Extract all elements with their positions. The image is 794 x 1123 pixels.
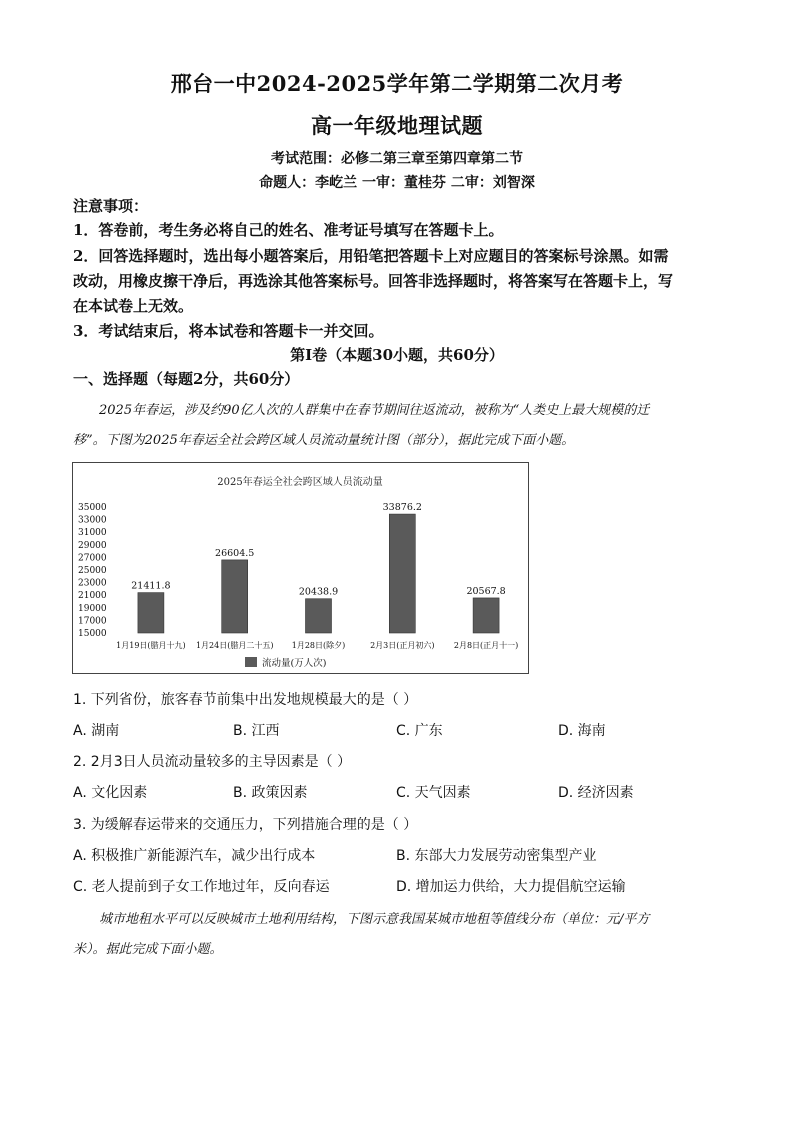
legend-swatch (245, 657, 257, 667)
x-category-label: 1月19日(腊月十九) (116, 641, 186, 650)
q3-option-c[interactable]: C. 老人提前到子女工作地过年，反向春运 (73, 879, 330, 895)
exam-authors: 命题人：李屹兰 一审：董桂芬 二审：刘智深 (259, 175, 535, 191)
bar (138, 593, 164, 633)
x-category-label: 1月24日(腊月二十五) (195, 641, 274, 650)
legend-label: 流动量(万人次) (262, 658, 327, 669)
volume-heading: 第Ⅰ卷（本题30小题，共60分） (290, 346, 504, 364)
flow-chart-svg (73, 463, 528, 673)
y-tick-label: 19000 (78, 603, 107, 614)
bar-value-label: 20567.8 (466, 585, 506, 597)
y-tick-label: 15000 (78, 629, 107, 639)
passage2-line-1: 城市地租水平可以反映城市土地利用结构，下图示意我国某城市地租等值线分布（单位：元/平方 (99, 912, 650, 927)
notes-line-3: 改动，用橡皮擦干净后，再选涂其他答案标号。回答非选择题时，将答案写在答题卡上，写 (73, 272, 674, 290)
q2-option-b[interactable]: B. 政策因素 (233, 785, 308, 801)
bar (473, 598, 499, 633)
y-tick-label: 27000 (78, 553, 107, 564)
x-category-label: 2月3日(正月初六) (370, 641, 435, 650)
exam-title: 邢台一中2024-2025学年第二学期第二次月考 (170, 71, 624, 96)
question-3-stem: 3. 为缓解春运带来的交通压力，下列措施合理的是（ ） (73, 817, 418, 833)
q2-option-a[interactable]: A. 文化因素 (73, 785, 148, 801)
bar-value-label: 33876.2 (382, 502, 422, 514)
x-category-label: 2月8日(正月十一) (453, 641, 519, 650)
q3-option-d[interactable]: D. 增加运力供给，大力提倡航空运输 (396, 879, 626, 895)
passage1-line-2: 移”。下图为2025年春运全社会跨区域人员流动量统计图（部分），据此完成下面小题。 (73, 433, 575, 448)
y-tick-label: 21000 (78, 591, 107, 602)
q2-option-c[interactable]: C. 天气因素 (396, 785, 471, 801)
bar-value-label: 20438.9 (298, 586, 339, 598)
exam-scope: 考试范围：必修二第三章至第四章第二节 (271, 151, 523, 167)
part-heading: 一、选择题（每题2分，共60分） (73, 370, 300, 388)
bar (306, 599, 332, 633)
y-tick-label: 29000 (78, 540, 107, 551)
passage1-line-1: 2025年春运，涉及约90亿人次的人群集中在春节期间往返流动，被称为“人类史上最大规模的迁 (99, 403, 650, 418)
notes-line-5: 3．考试结束后，将本试卷和答题卡一并交回。 (73, 322, 384, 340)
y-tick-label: 31000 (78, 528, 107, 539)
q1-option-c[interactable]: C. 广东 (396, 723, 443, 739)
y-tick-label: 25000 (78, 566, 107, 576)
y-tick-label: 17000 (78, 616, 107, 627)
y-tick-label: 23000 (78, 578, 107, 589)
chart-title: 2025年春运全社会跨区域人员流动量 (217, 477, 383, 488)
y-tick-label: 33000 (78, 515, 107, 526)
question-2-stem: 2. 2月3日人员流动量较多的主导因素是（ ） (73, 754, 352, 770)
q1-option-d[interactable]: D. 海南 (558, 723, 606, 739)
exam-subtitle: 高一年级地理试题 (311, 113, 483, 138)
x-category-label: 1月28日(除夕) (291, 641, 346, 650)
question-1-stem: 1. 下列省份，旅客春节前集中出发地规模最大的是（ ） (73, 692, 418, 708)
bar (222, 560, 248, 633)
q1-option-a[interactable]: A. 湖南 (73, 723, 120, 739)
q1-option-b[interactable]: B. 江西 (233, 723, 280, 739)
flow-chart (72, 462, 529, 674)
q2-option-d[interactable]: D. 经济因素 (558, 785, 634, 801)
notes-line-2: 2．回答选择题时，选出每小题答案后，用铅笔把答题卡上对应题目的答案标号涂黑。如需 (73, 247, 669, 265)
bar-value-label: 21411.8 (131, 580, 171, 592)
passage2-line-2: 米）。据此完成下面小题。 (73, 942, 223, 957)
y-tick-label: 35000 (78, 503, 107, 513)
notes-heading: 注意事项： (73, 197, 149, 215)
bar-value-label: 26604.5 (215, 547, 255, 559)
notes-line-4: 在本试卷上无效。 (73, 297, 194, 315)
q3-option-a[interactable]: A. 积极推广新能源汽车，减少出行成本 (73, 848, 316, 864)
notes-line-1: 1．答卷前，考生务必将自己的姓名、准考证号填写在答题卡上。 (73, 221, 504, 239)
q3-option-b[interactable]: B. 东部大力发展劳动密集型产业 (396, 848, 597, 864)
bar (389, 514, 415, 633)
